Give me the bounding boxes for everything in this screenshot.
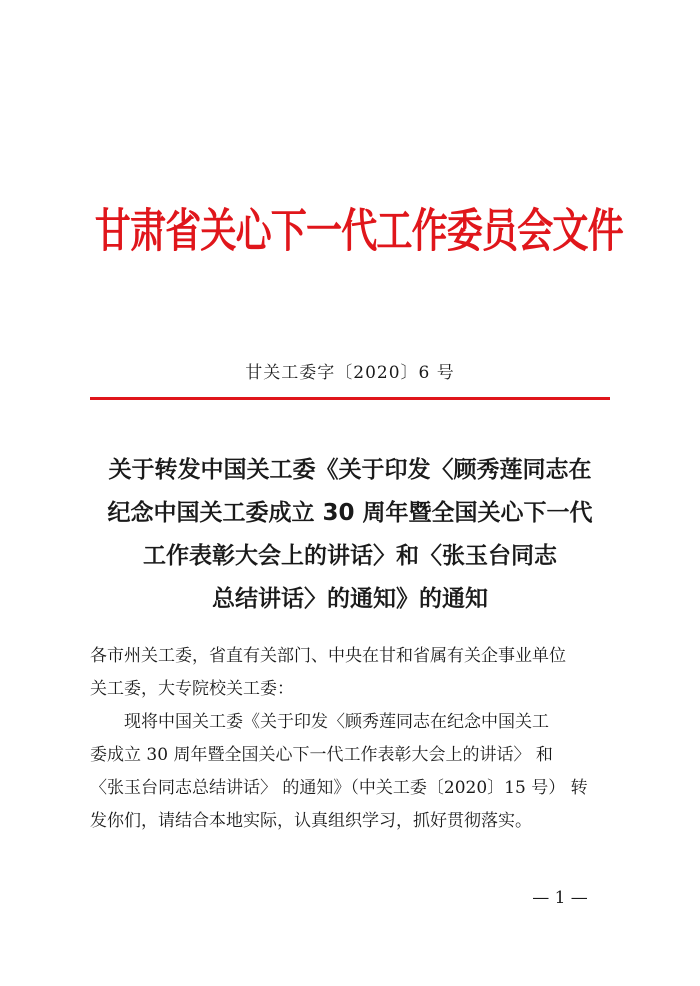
title-line: 纪念中国关工委成立 30 周年暨全国关心下一代: [107, 500, 593, 526]
paragraph-line: 现将中国关工委《关于印发〈顾秀莲同志在纪念中国关工: [124, 712, 549, 732]
paragraph-line: 〈张玉台同志总结讲话〉 的通知》（中关工委〔2020〕15 号） 转: [90, 778, 588, 798]
document-number: 甘关工委字〔2020〕6 号: [245, 363, 455, 383]
page-number: — 1 —: [532, 888, 588, 908]
title-line: 工作表彰大会上的讲话〉和〈张玉台同志: [143, 543, 557, 569]
paragraph-line: 委成立 30 周年暨全国关心下一代工作表彰大会上的讲话〉 和: [90, 745, 553, 765]
document-title: [70, 449, 630, 621]
title-line: 关于转发中国关工委《关于印发〈顾秀莲同志在: [108, 457, 592, 483]
title-line: 总结讲话〉的通知》的通知: [212, 586, 488, 612]
recipients-line: 关工委，大专院校关工委：: [90, 679, 294, 699]
paragraph-line: 发你们，请结合本地实际，认真组织学习，抓好贯彻落实。: [90, 811, 532, 831]
red-divider-line: [90, 397, 610, 400]
recipients-line: 各市州关工委，省直有关部门、中央在甘和省属有关企事业单位: [90, 646, 566, 666]
document-body: [90, 640, 620, 838]
org-header-title: 甘肃省关心下一代工作委员会文件: [94, 204, 623, 258]
